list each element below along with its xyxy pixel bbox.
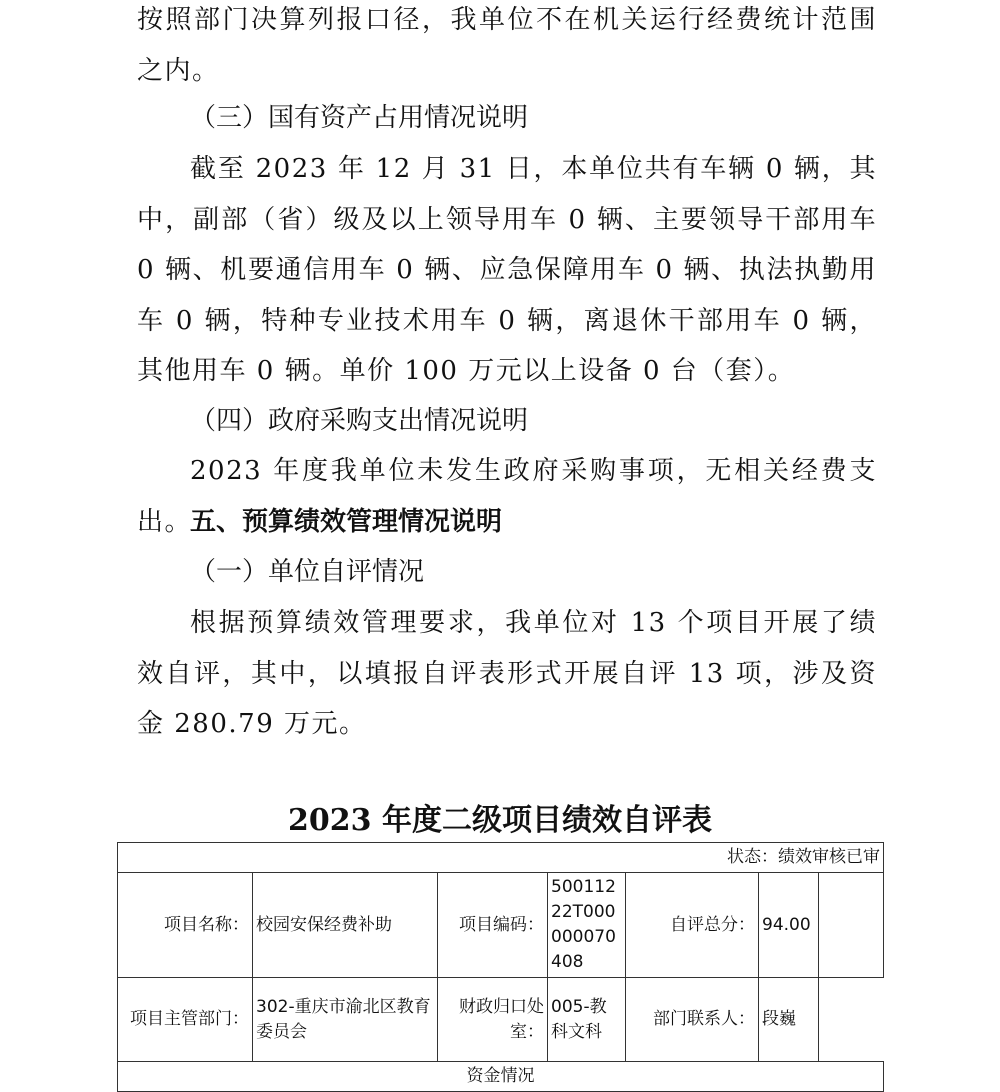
project-code-value: 50011222T000000070408: [548, 873, 626, 978]
finance-label: 财政归口处室：: [438, 978, 548, 1062]
heading-state-assets: （三）国有资产占用情况说明: [190, 103, 529, 133]
project-code-label: 项目编码：: [438, 873, 548, 978]
heading-procurement: （四）政府采购支出情况说明: [190, 406, 529, 436]
project-name-label: 项目名称：: [118, 873, 253, 978]
paragraph-vehicles: 截至 2023 年 12 月 31 日，本单位共有车辆 0 辆，其中，副部（省）级及以上领导用车 0 辆、主要领导干部用车 0 辆、机要通信用车 0 辆、应急保障用车 0 辆、执法执勤用车 0 辆，特种专业技术用车 0 辆，离退休干部用车 0 辆，其他用车 0 辆。单价 100 万元以上设备 0 台（套）。: [137, 154, 877, 386]
dept-label: 项目主管部门：: [118, 978, 253, 1062]
score-value: 94.00: [759, 873, 819, 978]
funds-header: 资金情况: [118, 1062, 884, 1092]
finance-value: 005-教科文科: [548, 978, 626, 1062]
empty-cell: [819, 873, 884, 978]
table-title: 2023 年度二级项目绩效自评表: [288, 803, 712, 838]
project-name-value: 校园安保经费补助: [253, 873, 438, 978]
heading-performance: 五、预算绩效管理情况说明: [190, 507, 503, 537]
evaluation-table: [117, 842, 884, 1092]
dept-value: 302-重庆市渝北区教育委员会: [253, 978, 438, 1062]
contact-label: 部门联系人：: [626, 978, 759, 1062]
paragraph-self-evaluation: 根据预算绩效管理要求，我单位对 13 个项目开展了绩效自评，其中，以填报自评表形式开展自评 13 项，涉及资金 280.79 万元。: [137, 608, 877, 739]
heading-self-evaluation: （一）单位自评情况: [190, 557, 425, 587]
contact-value: 段巍: [759, 978, 819, 1062]
score-label: 自评总分：: [626, 873, 759, 978]
paragraph-org-funds: 按照部门决算列报口径，我单位不在机关运行经费统计范围之内。: [137, 5, 877, 86]
paragraph-procurement: 2023 年度我单位未发生政府采购事项，无相关经费支出。: [137, 456, 877, 537]
status-text: 状态：绩效审核已审: [118, 843, 884, 873]
